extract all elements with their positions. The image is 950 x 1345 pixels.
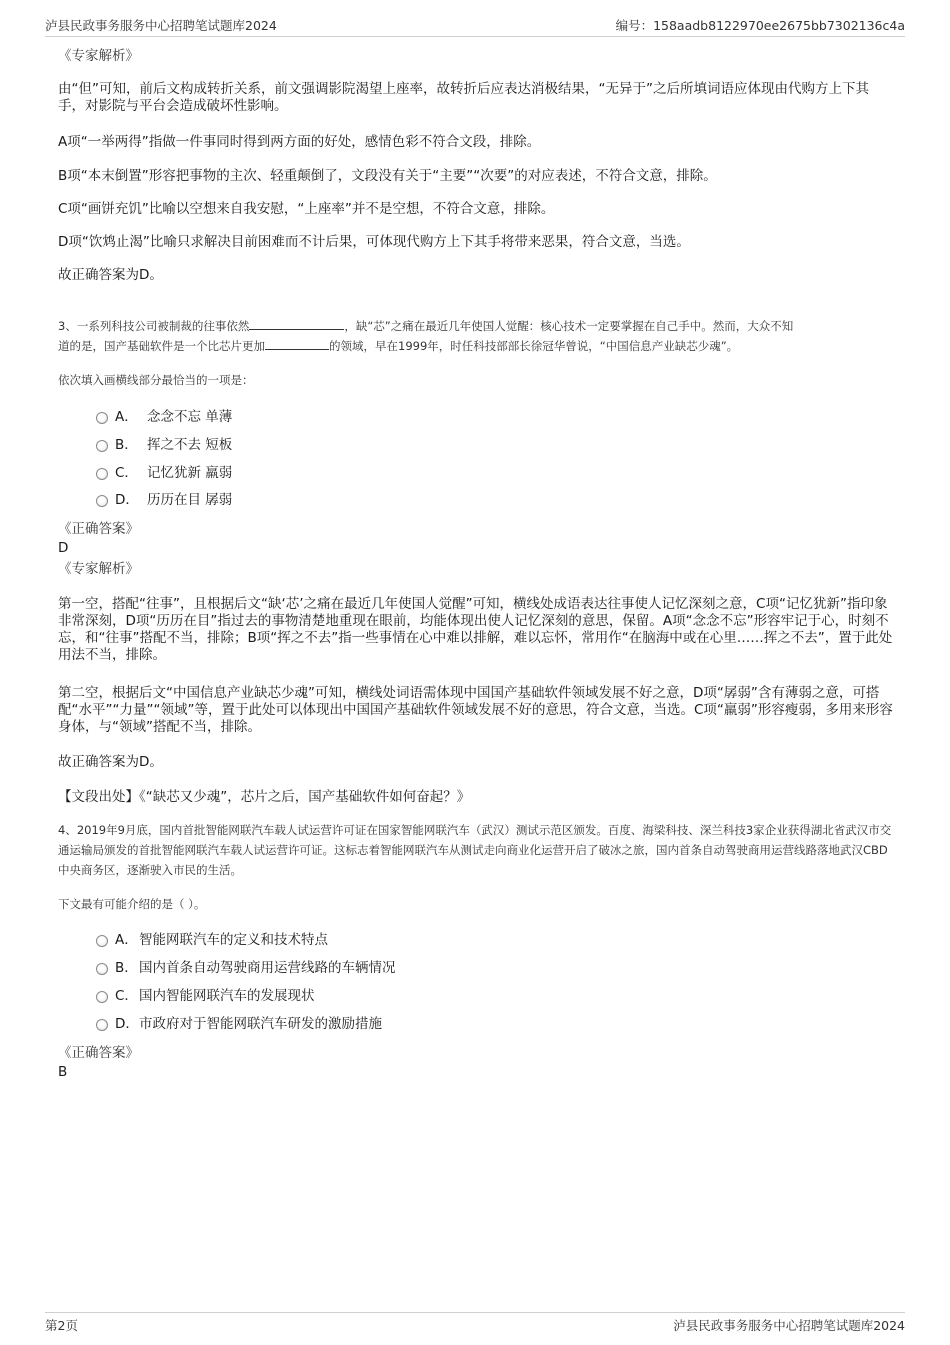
radio-icon[interactable]	[96, 935, 108, 947]
q4-option-a[interactable]: A．智能网联汽车的定义和技术特点	[96, 930, 328, 950]
q3-option-d[interactable]: D． 历历在目 孱弱	[96, 490, 232, 510]
radio-icon[interactable]	[96, 495, 108, 507]
radio-icon[interactable]	[96, 991, 108, 1003]
q4-option-b[interactable]: B．国内首条自动驾驶商用运营线路的车辆情况	[96, 958, 396, 978]
q2-option-a-analysis: A项“一举两得”指做一件事同时得到两方面的好处，感情色彩不符合文段，排除。	[58, 134, 541, 150]
q2-analysis-paragraph: 由“但”可知，前后文构成转折关系，前文强调影院渴望上座率，故转折后应表达消极结果，“无异于”之后所填词语应体现由代购方上下其手，对影院与平台会造成破坏性影响。	[58, 81, 869, 114]
q4-option-d[interactable]: D．市政府对于智能网联汽车研发的激励措施	[96, 1014, 382, 1034]
blank-1	[249, 317, 344, 330]
q3-source: 【文段出处】《“缺芯又少魂”，芯片之后，国产基础软件如何奋起？》	[58, 789, 471, 805]
page-number: 第2页	[45, 1318, 78, 1333]
q3-option-c[interactable]: C． 记忆犹新 羸弱	[96, 463, 232, 483]
radio-icon[interactable]	[96, 963, 108, 975]
q3-stem: 3、一系列科技公司被制裁的往事依然 ，缺“芯”之痛在最近几年使国人觉醒：核心技术一定要掌握在自己手中。然而，大众不知 道的是，国产基础软件是一个比芯片更加 的领域，早在1999年，时任科技部部长徐冠华曾说，“中国信息产业缺芯少魂”。	[58, 319, 794, 353]
q3-analysis-label: 《专家解析》	[58, 561, 139, 577]
q4-stem: 4、2019年9月底，国内首批智能网联汽车载人试运营许可证在国家智能网联汽车（武汉）测试示范区颁发。百度、海梁科技、深兰科技3家企业获得湖北省武汉市交通运输局颁发的首批智能网联汽车载人试运营许可证。这标志着智能网联汽车从测试走向商业化运营开启了破冰之旅，国内首条自动驾驶商用运营线路落地武汉CBD中央商务区，逐渐驶入市民的生活。	[58, 823, 892, 877]
q4-option-c[interactable]: C．国内智能网联汽车的发展现状	[96, 986, 315, 1006]
q3-conclusion: 故正确答案为D。	[58, 754, 163, 770]
header-doc-id: 编号：158aadb8122970ee2675bb7302136c4a	[615, 18, 905, 33]
q4-answer-label: 《正确答案》	[58, 1045, 139, 1061]
blank-2	[265, 337, 329, 350]
q3-option-b[interactable]: B． 挥之不去 短板	[96, 435, 232, 455]
q2-option-c-analysis: C项“画饼充饥”比喻以空想来自我安慰，“上座率”并不是空想，不符合文意，排除。	[58, 201, 555, 217]
q4-prompt: 下文最有可能介绍的是（ ）。	[58, 897, 206, 911]
q3-answer-label: 《正确答案》	[58, 521, 139, 537]
q2-conclusion: 故正确答案为D。	[58, 267, 163, 283]
q2-option-d-analysis: D项“饮鸩止渴”比喻只求解决目前困难而不计后果，可体现代购方上下其手将带来恶果，符合文意，当选。	[58, 234, 690, 250]
q3-analysis-blank2: 第二空，根据后文“中国信息产业缺芯少魂”可知，横线处词语需体现中国国产基础软件领域发展不好之意，D项“孱弱”含有薄弱之意，可搭配“水平”“力量”“领域”等，置于此处可以体现出中国国产基础软件领域发展不好的意思，符合文意，当选。C项“羸弱”形容瘦弱，多用来形容身体，与“领域”搭配不当，排除。	[58, 685, 893, 735]
q3-prompt: 依次填入画横线部分最恰当的一项是：	[58, 373, 254, 387]
header-title: 泸县民政事务服务中心招聘笔试题库2024	[45, 18, 277, 33]
radio-icon[interactable]	[96, 440, 108, 452]
q3-option-a[interactable]: A． 念念不忘 单薄	[96, 407, 232, 427]
q3-answer: D	[58, 540, 69, 556]
q3-analysis-blank1: 第一空，搭配“往事”，且根据后文“缺‘芯’之痛在最近几年使国人觉醒”可知，横线处成语表达往事使人记忆深刻之意，C项“记忆犹新”指印象非常深刻，D项“历历在目”指过去的事物清楚地重现在眼前，均能体现出使人记忆深刻的意思，保留。A项“念念不忘”形容牢记于心，时刻不忘，和“往事”搭配不当，排除；B项“挥之不去”指一些事情在心中难以排解，难以忘怀，常用作“在脑海中或在心里……挥之不去”，置于此处用法不当，排除。	[58, 596, 893, 663]
q2-analysis-label: 《专家解析》	[58, 48, 139, 64]
radio-icon[interactable]	[96, 468, 108, 480]
radio-icon[interactable]	[96, 412, 108, 424]
q4-answer: B	[58, 1064, 68, 1080]
page-footer	[45, 1312, 905, 1335]
q2-option-b-analysis: B项“本末倒置”形容把事物的主次、轻重颠倒了，文段没有关于“主要”“次要”的对应表述，不符合文意，排除。	[58, 168, 717, 184]
page-header	[45, 14, 905, 37]
radio-icon[interactable]	[96, 1019, 108, 1031]
footer-title: 泸县民政事务服务中心招聘笔试题库2024	[673, 1318, 905, 1333]
